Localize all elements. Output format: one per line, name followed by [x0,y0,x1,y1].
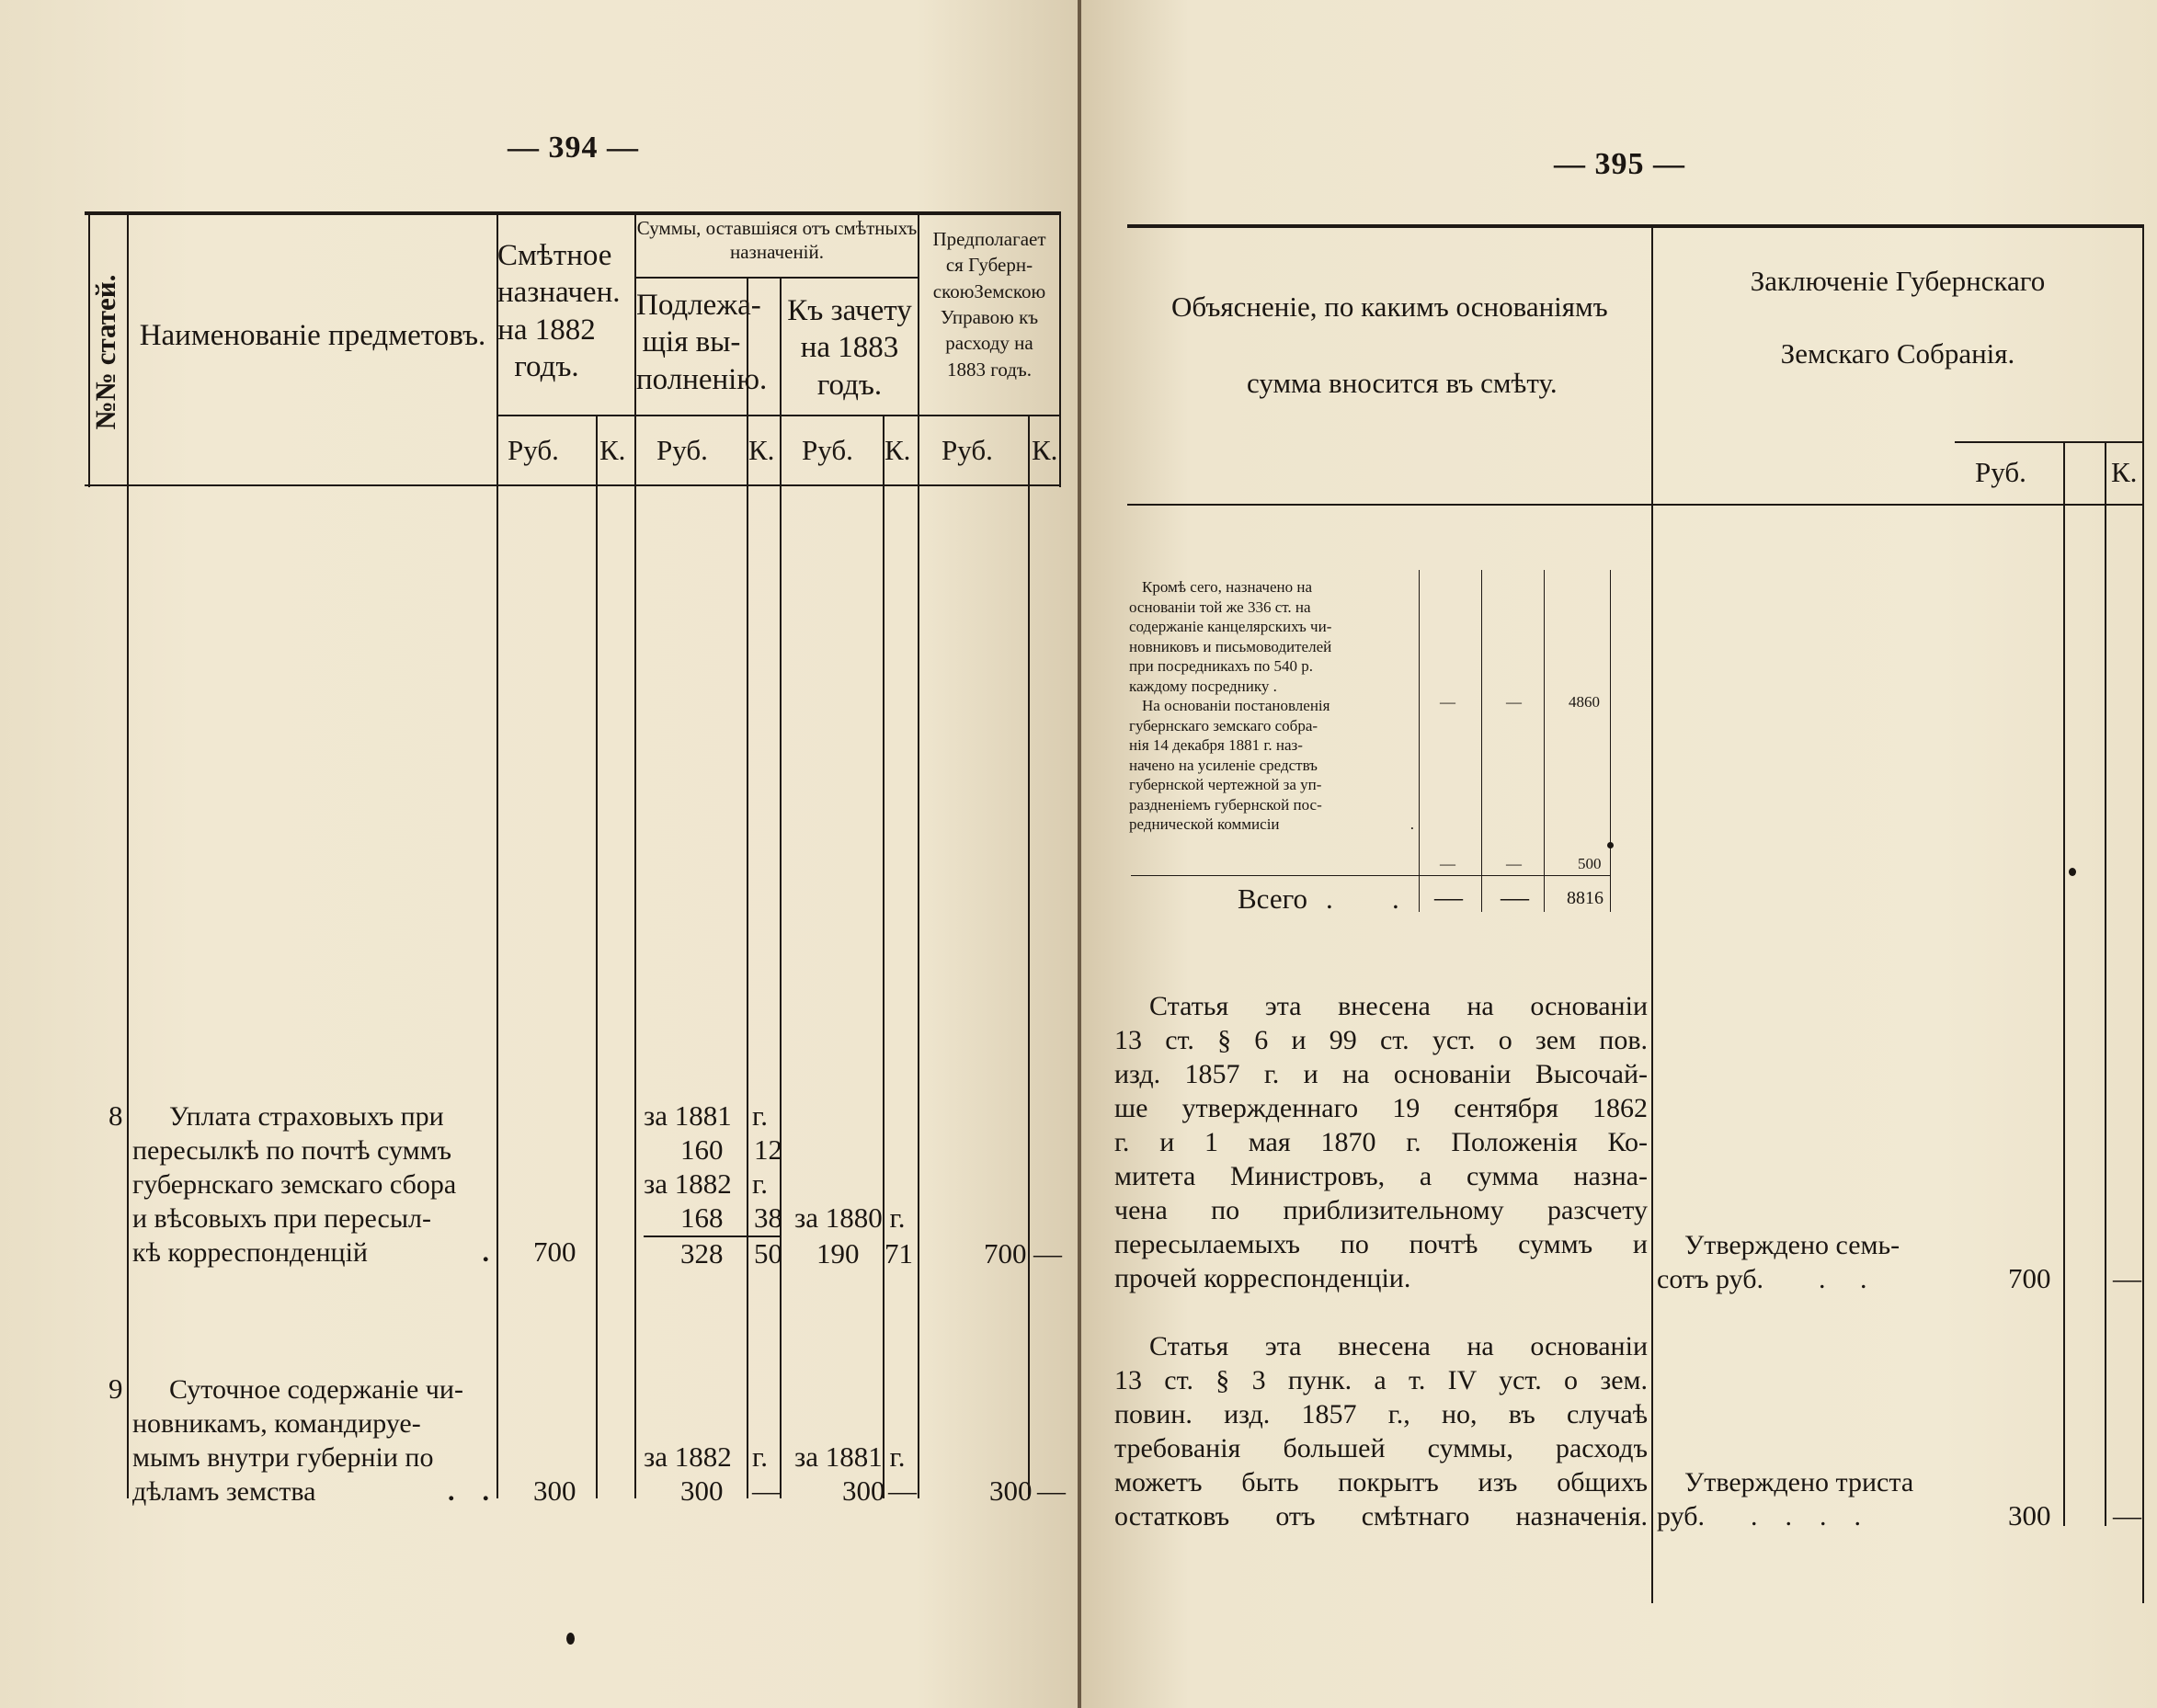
sub-entry: Кромѣ сего, назначено на основаніи той же 336 ст. на содержаніе канцелярскихъ чи- новниковъ и письмоводителей при посредникахъ по 540 р. каждому посреднику . На основаніи постановленія губернскаго земскаго собра- нія 14 декабря 1881 г. наз- начено на усиленіе средствъ губернской чертежной за уп- раздненіемъ губернской пос- реднической коммисіи . [1129,578,1414,833]
sub-value: 500 [1578,855,1602,872]
remaining-group-rule [634,277,918,279]
sub-total-value: — [1434,881,1463,913]
credit-rub: 190 [816,1237,860,1270]
header-article-no: №№ статей. [89,274,121,430]
header-bottom-rule [1127,504,2144,506]
col-rule-4k [883,415,884,1498]
left-page: — 394 — №№ статей. Наименованіе предметовъ. Смѣтное назначен. на 1882 годъ. Суммы, оставшіяся отъ смѣтныхъ назначеній. Подлежа- щія вы- полненію. Къ зачету на 1883 годъ. Предполагает ся Губерн- скоюЗемскою Управою къ расходу на 1883 годъ. Руб. К. Руб. К. Руб. К. Руб. К. 8 Уплата страховыхъ при пересылкѣ по почтѣ суммъ губернскаго земскаго сбора и вѣсовыхъ при пересыл- кѣ корреспонденцій . 700 за 1881 г. 160 12 за 1882 г. 168 38 328 50 за 1880 г. 190 71 700 — 9 Суточное содержаніе чи- новникамъ, командируе- мымъ внутри губерніи по дѣламъ земства . . 300 за 1882 г. 300 — за 1881 г. 300 — 300 — [0,0,1078,1708]
sub-value: 4860 [1569,693,1600,711]
conclusion-rub: 300 [2008,1499,2051,1532]
sub-col-rule [1481,570,1482,912]
sub-col-rule [1544,570,1545,912]
credit-kop: — [888,1475,917,1507]
proposed-rub: 700 [984,1237,1027,1270]
item-description: Суточное содержаніе чи- новникамъ, командируе- мымъ внутри губерніи по дѣламъ земства . . [132,1374,489,1507]
sub-total-value: — [1501,881,1529,913]
sub-value: — [1506,693,1522,711]
proposed-rub: 300 [989,1475,1033,1507]
header-proposed: Предполагает ся Губерн- скоюЗемскою Управою къ расходу на 1883 годъ. [932,228,1046,381]
hdr-kop-4: К. [1032,434,1058,466]
credit-rub: 300 [842,1475,885,1507]
col-rule-5k [1028,415,1030,1498]
item-number: 9 [108,1372,123,1405]
ink-mark [2069,868,2076,876]
header-explanation: Объясненіе, по какимъ основаніямъ сумма вносится въ смѣту. [1171,290,1608,399]
sub-value: — [1440,693,1455,711]
hdr-rub-3: Руб. [802,434,853,466]
col-rule-3 [634,211,636,1498]
exec-total-rub: 328 [680,1237,724,1270]
exec-1882-rub: 168 [680,1201,724,1234]
exec-rub: 300 [680,1475,724,1507]
exec-total-kop: 50 [754,1237,782,1270]
hdr-rub-2: Руб. [656,434,708,466]
col-rule-rub [2063,441,2065,1526]
conclusion-rub: 700 [2008,1262,2051,1294]
hdr-kop-1: К. [599,434,626,466]
sub-col-rule [1419,570,1420,912]
rub-kop-rule [1955,441,2144,443]
hdr-rub: Руб. [1975,456,2026,488]
rub-kop-rule [496,415,1061,416]
ink-blot [566,1633,575,1645]
hdr-kop: К. [2111,456,2138,488]
page-number-right: — 395 — [1554,147,1685,181]
hdr-rub-4: Руб. [942,434,993,466]
exec-1881-kop: 12 [754,1133,782,1166]
col-rule-2k [596,415,598,1498]
sub-total-value: 8816 [1567,888,1603,908]
explanation-paragraph: Статья эта внесена на основаніи 13 ст. § 6 и 99 ст. уст. о зем пов. изд. 1857 г. и на основаніи Высочай- ше утвержденнаго 19 сентября 1862 г. и 1 мая 1870 г. Положенія Ко- митета Министровъ, а сумма назна- чена по приблизительному разсчету пересылаемыхъ по почтѣ суммъ и прочей корреспонденціи. [1114,991,1648,1293]
sub-col-rule [1610,570,1611,912]
proposed-kop: — [1037,1475,1066,1507]
col-rule-5 [918,211,919,1498]
item-description: Уплата страховыхъ при пересылкѣ по почтѣ суммъ губернскаго земскаго сбора и вѣсовыхъ при пересыл- кѣ корреспонденцій . [132,1101,489,1268]
right-page: — 395 — Объясненіе, по какимъ основаніямъ сумма вносится въ смѣту. Заключеніе Губернскаго Земскаго Собранія. Руб. К. Кромѣ сего, назначено на основаніи той же 336 ст. на содержаніе канцелярскихъ чи- новниковъ и письмоводителей при посредникахъ по 540 р. каждому посреднику . На основаніи постановленія губернскаго земскаго собра- нія 14 декабря 1881 г. наз- начено на усиленіе средствъ губернской чертежной за уп- раздненіемъ губернской пос- реднической коммисіи . — — 4860 — — 500 Всего . . — — 8816 Статья эта внесена на основаніи 13 ст. § 6 и 99 ст. уст. о зем пов. изд. 1857 г. и на основаніи Высочай- ше утвержденнаго 19 сентября 1862 г. и 1 мая 1870 г. Положенія Ко- митета Министровъ, а сумма назна- чена по приблизительному разсчету пересылаемыхъ по почтѣ суммъ и прочей корреспонденціи. Статья эта внесена на основаніи 13 ст. § 3 пунк. а т. IV уст. о зем. повин. изд. 1857 г., но, въ случаѣ требованія большей суммы, расходъ можетъ быть покрытъ изъ общихъ остатковъ отъ смѣтнаго назначенія. Утверждено семь- сотъ руб. . . 700 — Утверждено триста руб. . . . . 300 — [1081,0,2157,1708]
exec-year-1882: за 1882 [644,1167,732,1200]
sub-total-label: Всего [1238,882,1308,915]
proposed-kop: — [1033,1237,1062,1270]
page-number-left: — 394 — [508,131,639,165]
exec-year-1882: за 1882 [644,1440,732,1473]
credit-kop: 71 [884,1237,913,1270]
conclusion-text: Утверждено семь- сотъ руб. . . [1657,1230,1900,1294]
header-conclusion: Заключеніе Губернскаго Земскаго Собранія. [1750,265,2046,370]
credit-year: за 1880 г. [794,1201,906,1234]
table-right-border [2142,224,2144,1603]
header-to-execute: Подлежа- щія вы- полненію. [636,289,768,396]
hdr-kop-2: К. [748,434,775,466]
header-remaining-group: Суммы, оставшіяся отъ смѣтныхъ назначеній. [636,217,918,263]
conclusion-kop: — [2113,1499,2141,1532]
col-rule-explanation [1651,224,1653,1603]
sub-value: — [1440,855,1455,872]
sub-total-rule [1131,875,1611,876]
item-number: 8 [108,1099,123,1132]
exec-1881-rub: 160 [680,1133,724,1166]
credit-year: за 1881 г. [794,1440,906,1473]
explanation-paragraph: Статья эта внесена на основаніи 13 ст. § 3 пунк. а т. IV уст. о зем. повин. изд. 1857 г., но, въ случаѣ требованія большей суммы, расходъ можетъ быть покрытъ изъ общихъ остатковъ отъ смѣтнаго назначенія. [1114,1331,1648,1532]
ink-mark [1607,842,1614,848]
table-right-border [1059,211,1061,487]
header-credit-1883: Къ зачету на 1883 годъ. [787,294,912,402]
exec-kop: — [752,1475,781,1507]
exec-1882-kop: 38 [754,1201,782,1234]
item-9-estimate: 300 [533,1475,576,1507]
col-rule-1 [127,211,129,1498]
hdr-rub-1: Руб. [508,434,559,466]
header-item-name: Наименованіе предметовъ. [139,319,486,352]
col-rule-4 [780,277,782,1498]
conclusion-kop: — [2113,1262,2141,1294]
col-rule-2 [496,211,498,1498]
table-top-rule [85,211,1061,215]
sub-value: — [1506,855,1522,872]
hdr-kop-3: К. [884,434,911,466]
header-bottom-rule [85,484,1061,486]
item-8-estimate: 700 [533,1235,576,1268]
header-estimate: Смѣтное назначен. на 1882 годъ. [497,239,621,383]
col-rule-kop [2105,441,2106,1526]
conclusion-text: Утверждено триста руб. . . . . [1657,1467,1914,1532]
table-top-rule [1127,224,2144,228]
exec-year-1881: за 1881 [644,1099,732,1132]
